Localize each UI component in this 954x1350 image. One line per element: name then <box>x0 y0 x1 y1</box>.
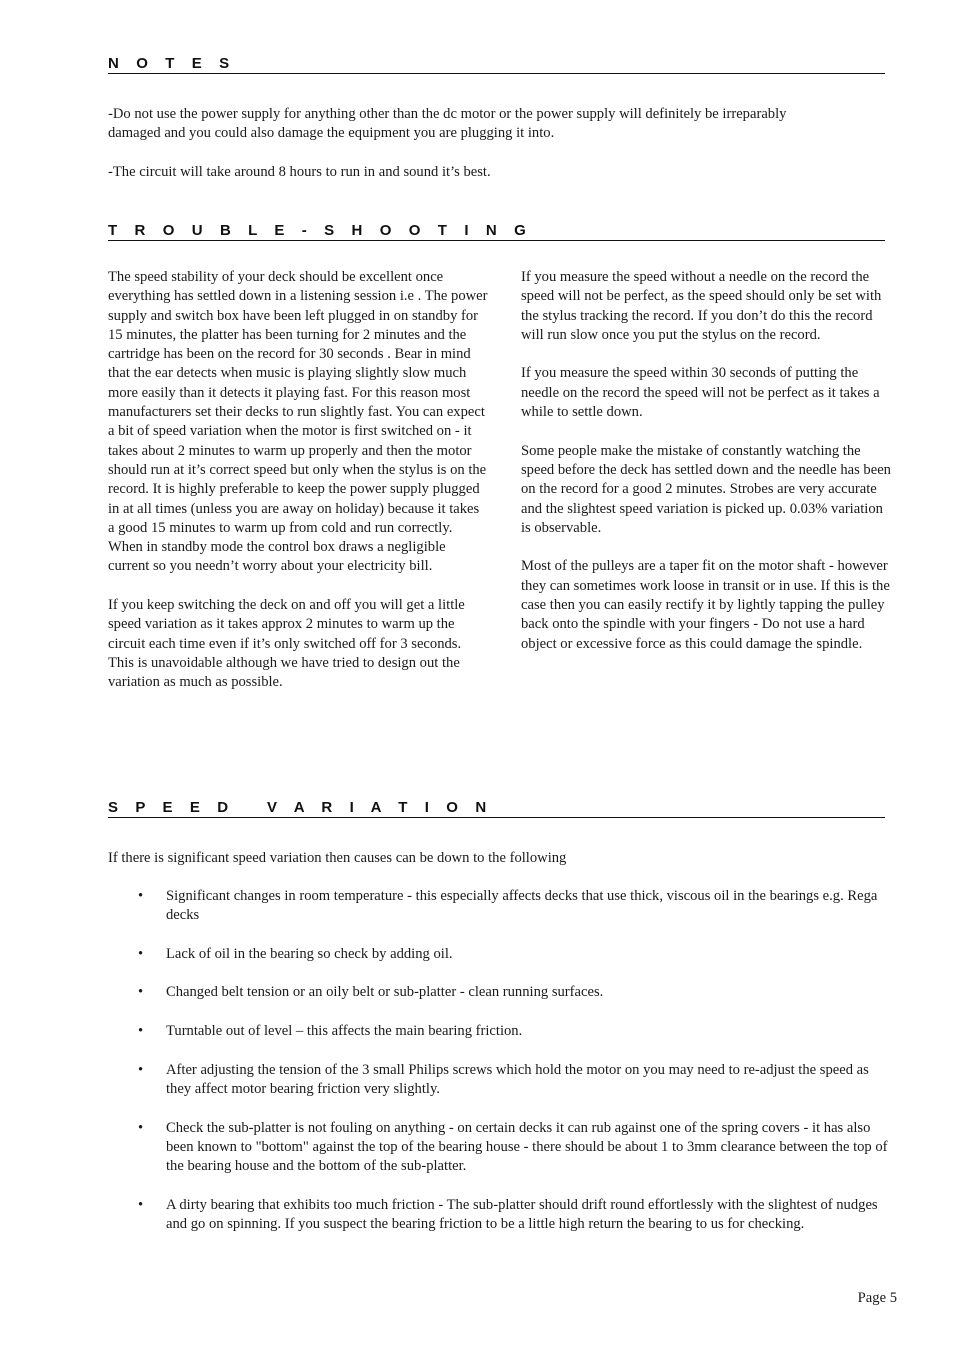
list-item <box>108 1061 888 1100</box>
list-item <box>108 1119 888 1177</box>
trouble-left-paragraph: If you keep switching the deck on and off you will get a little speed variation as it takes approx 2 minutes to warm up the circuit each time even if it’s only switched off for 3 seconds. This is unavoidable although we have tried to design out the variation as much as possible. <box>108 597 465 691</box>
list-item-text: After adjusting the tension of the 3 small Philips screws which hold the motor on you may need to re-adjust the speed as they affect motor bearing friction very slightly. <box>166 1061 869 1097</box>
trouble-right-paragraph: If you measure the speed within 30 seconds of putting the needle on the record the speed will not be perfect as it takes a while to settle down. <box>521 365 880 421</box>
list-item-text: Lack of oil in the bearing so check by adding oil. <box>166 945 453 962</box>
list-item <box>108 1196 888 1235</box>
list-item-text: Turntable out of level – this affects the main bearing friction. <box>166 1023 523 1040</box>
bullet-icon: • <box>138 1061 144 1078</box>
bullet-icon: • <box>138 984 144 1001</box>
list-item-text: Changed belt tension or an oily belt or sub-platter - clean running surfaces. <box>166 984 604 1001</box>
list-item-text: Significant changes in room temperature - this especially affects decks that use thick, viscous oil in the bearings e.g. Rega decks <box>166 888 878 924</box>
trouble-right-paragraph: If you measure the speed without a needle on the record the speed will not be perfect, as the speed should only be set with the stylus tracking the record. If you don’t do this the record will run slow once you put the stylus on the record. <box>521 269 882 343</box>
list-item <box>108 1022 888 1041</box>
notes-heading: N O T E S <box>108 55 236 72</box>
list-item <box>108 887 888 926</box>
trouble-left-paragraph: The speed stability of your deck should be excellent once everything has settled down in a listening session i.e . The power supply and switch box have been left plugged in on standby for 15 minutes, the platter has been turning for 2 minutes and the cartridge has been on the record for 30 seconds . Bear in mind that the ear detects when music is playing slightly slow much more easily than it detects it playing fast. For this reason most manufacturers set their decks to run slightly fast. You can expect a bit of speed variation when the motor is first switched on - it takes about 2 minutes to warm up properly and then the motor should run at it’s correct speed but only when the stylus is on the record. It is highly preferable to keep the power supply plugged in at all times (unless you are away on holiday) because it takes a good 15 minutes to warm up from cold and run correctly. When in standby mode the control box draws a negligible current so you needn’t worry about your electricity bill. <box>108 269 488 575</box>
list-item-text: Check the sub-platter is not fouling on anything - on certain decks it can rub against one of the spring covers - it has also been known to "bottom" against the top of the bearing house - there should be about 1 to 3mm clearance between the top of the bearing house and the bottom of the sub-platter. <box>166 1119 888 1175</box>
speed-heading: S P E E D V A R I A T I O N <box>108 799 493 816</box>
bullet-icon: • <box>138 1023 144 1040</box>
trouble-heading: T R O U B L E - S H O O T I N G <box>108 222 533 239</box>
notes-heading-rule <box>108 51 885 74</box>
list-item <box>108 945 888 964</box>
page-number: Page 5 <box>857 1290 897 1306</box>
bullet-icon: • <box>138 1196 144 1213</box>
bullet-icon: • <box>138 1119 144 1136</box>
speed-intro: If there is significant speed variation then causes can be down to the following <box>108 850 567 866</box>
notes-paragraph-1: -Do not use the power supply for anything other than the dc motor or the power supply will definitely be irreparably damaged and you could also damage the equipment you are plugging it into. <box>108 106 787 142</box>
trouble-left-column <box>108 268 488 712</box>
bullet-icon: • <box>138 888 144 904</box>
trouble-right-paragraph: Some people make the mistake of constantly watching the speed before the deck has settled down and the needle has been on the record for a good 2 minutes. Strobes are very accurate and the slightest speed variation is picked up. 0.03% variation is observable. <box>521 442 891 536</box>
notes-paragraph-2: -The circuit will take around 8 hours to run in and sound it’s best. <box>108 164 491 180</box>
trouble-right-paragraph: Most of the pulleys are a taper fit on the motor shaft - however they can sometimes work loose in transit or in use. If this is the case then you can easily rectify it by lightly tapping the pulley back onto the spindle with your fingers - Do not use a hard object or excessive force as this could damage the spindle. <box>521 558 890 652</box>
list-item <box>108 983 888 1002</box>
trouble-heading-rule <box>108 218 885 241</box>
bullet-icon: • <box>138 945 144 962</box>
trouble-right-column <box>521 268 896 673</box>
list-item-text: A dirty bearing that exhibits too much friction - The sub-platter should drift round effortlessly with the slightest of nudges and go on spinning. If you suspect the bearing friction to be a little high return the bearing to us for checking. <box>166 1196 878 1233</box>
speed-heading-rule <box>108 795 885 818</box>
speed-causes-list <box>108 887 888 1254</box>
